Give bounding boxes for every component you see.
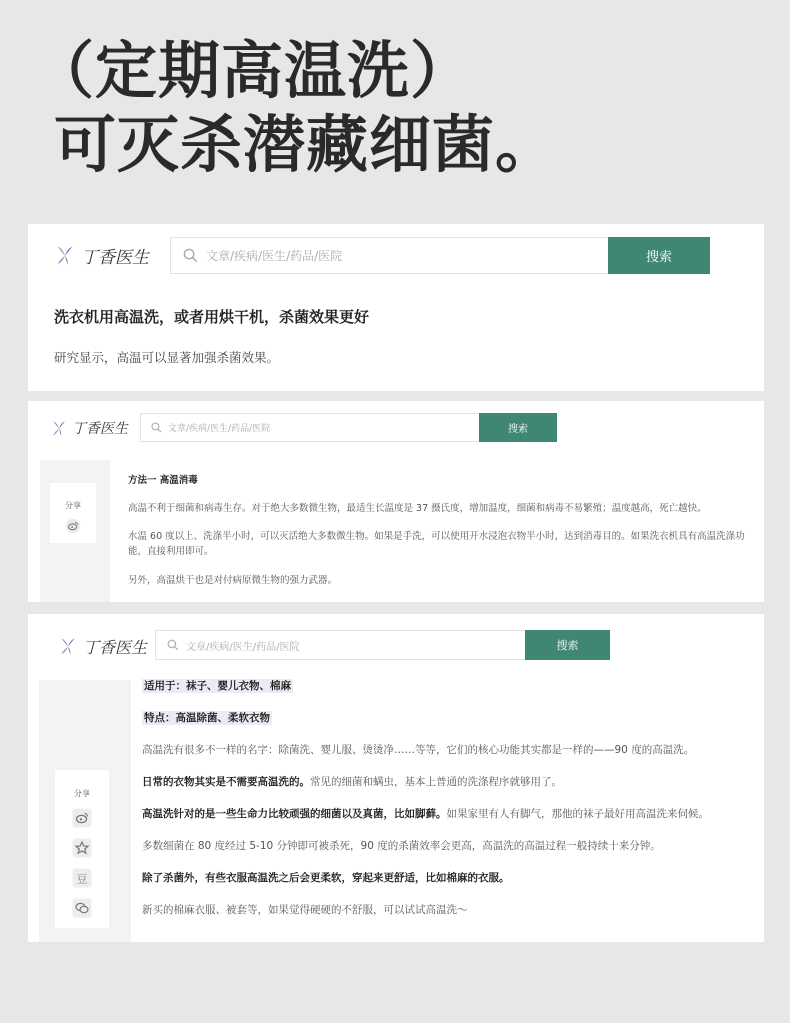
paragraph: 高温不利于细菌和病毒生存。对于绝大多数微生物，最适生长温度是 37 摄氏度，增加温度，细菌和病毒不易繁殖；温度越高，死亡越快。: [128, 503, 707, 514]
paragraph: [142, 774, 752, 790]
features-line: [142, 710, 752, 726]
search-input[interactable]: [155, 630, 553, 660]
method-heading: 方法一 高温消毒: [128, 475, 198, 486]
paragraph: [142, 870, 752, 886]
screenshot-card-2: [28, 401, 764, 602]
clove-flower-icon: [54, 244, 76, 266]
share-label: 分享: [65, 501, 81, 510]
search-input[interactable]: [140, 413, 480, 442]
brand-logo[interactable]: [58, 634, 147, 658]
screenshot-card-1: [28, 224, 764, 391]
weibo-icon[interactable]: [65, 518, 81, 534]
share-panel: [55, 770, 109, 928]
brand-logo[interactable]: [50, 418, 128, 438]
search-icon: [167, 639, 179, 651]
search-input[interactable]: [170, 237, 610, 274]
search-button[interactable]: 搜索: [525, 630, 610, 660]
brand-name: 丁香医生: [83, 637, 148, 657]
paragraph: [142, 806, 752, 822]
applicable-highlight: 适用于：袜子、婴儿衣物、棉麻: [144, 680, 291, 692]
paragraph-rest: 如果家里有人有脚气，那他的袜子最好用高温洗来伺候。: [446, 808, 709, 820]
paragraph: 多数细菌在 80 度经过 5-10 分钟即可被杀死，90 度的杀菌效率会更高，高温洗的高温过程一般持续十来分钟。: [142, 840, 661, 852]
article-summary: 研究显示，高温可以显著加强杀菌效果。: [54, 350, 280, 365]
paragraph: 高温洗有很多不一样的名字：除菌洗、婴儿服、烫烫净……等等，它们的核心功能其实都是一样的——90 度的高温洗。: [142, 744, 695, 756]
search-placeholder: 文章/疾病/医生/药品/医院: [206, 249, 343, 263]
brand-logo[interactable]: [54, 242, 149, 268]
paragraph-rest: 常见的细菌和螨虫，基本上普通的洗涤程序就够用了。: [310, 776, 562, 788]
paragraph: 水温 60 度以上、洗涤半小时，可以灭活绝大多数微生物。如果是手洗，可以使用开水浸泡衣物半小时，达到消毒目的。如果洗衣机具有高温洗涤功能，直接利用即可。: [128, 531, 745, 557]
headline: [32, 34, 558, 182]
article-title: 洗衣机用高温洗，或者用烘干机，杀菌效果更好: [54, 308, 370, 326]
applicable-line: [142, 678, 752, 694]
paragraph-bold: 高温洗针对的是一些生命力比较顽强的细菌以及真菌，比如脚藓。: [142, 808, 447, 820]
weibo-icon[interactable]: [72, 808, 92, 828]
clove-flower-icon: [50, 419, 68, 437]
star-icon[interactable]: [72, 838, 92, 858]
headline-line2: 可灭杀潜藏细菌。: [54, 108, 559, 181]
search-button[interactable]: 搜索: [608, 237, 710, 274]
search-icon: [183, 248, 198, 263]
paragraph-bold: 日常的衣物其实是不需要高温洗的。: [142, 776, 310, 788]
features-highlight: 特点：高温除菌、柔软衣物: [144, 712, 270, 724]
svg-text:豆: 豆: [76, 872, 88, 886]
clove-flower-icon: [58, 636, 78, 656]
headline-line1: （定期高温洗）: [32, 34, 474, 107]
share-label: 分享: [74, 789, 90, 798]
share-panel: [50, 483, 96, 543]
screenshot-card-3: [28, 614, 764, 942]
paragraph: 新买的棉麻衣服、被套等，如果觉得硬硬的不舒服，可以试试高温洗～: [142, 904, 468, 916]
search-placeholder: 文章/疾病/医生/药品/医院: [168, 424, 271, 434]
paragraph-bold: 除了杀菌外，有些衣服高温洗之后会更柔软，穿起来更舒适，比如棉麻的衣服。: [142, 872, 510, 884]
brand-name: 丁香医生: [72, 421, 128, 437]
search-placeholder: 文章/疾病/医生/药品/医院: [186, 641, 300, 653]
wechat-icon[interactable]: [72, 898, 92, 918]
search-button[interactable]: 搜索: [479, 413, 557, 442]
paragraph: 另外，高温烘干也是对付病原微生物的强力武器。: [128, 575, 338, 586]
search-icon: [151, 422, 162, 433]
brand-name: 丁香医生: [81, 247, 149, 268]
douban-icon[interactable]: [72, 868, 92, 888]
